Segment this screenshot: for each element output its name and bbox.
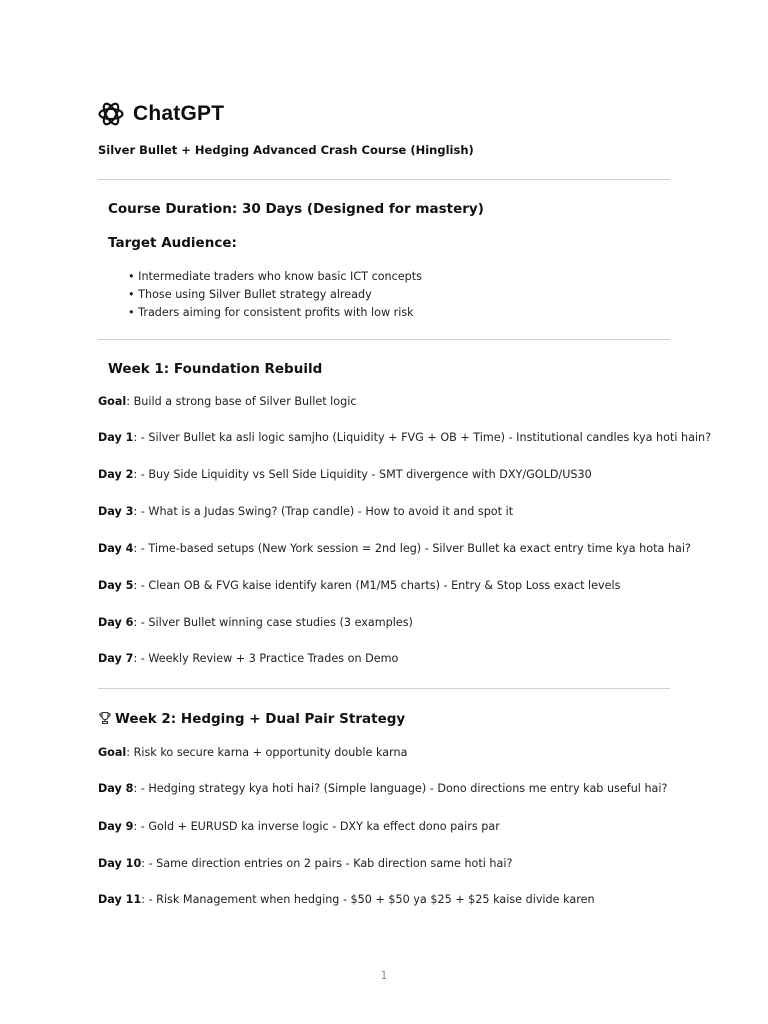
audience-item: • Traders aiming for consistent profits with low risk <box>128 306 414 319</box>
day-item <box>98 893 595 906</box>
day-label: Day 10 <box>98 857 142 870</box>
day-label: Day 8 <box>98 782 134 795</box>
day-text: : - Silver Bullet winning case studies (3 examples) <box>133 616 413 629</box>
day-label: Day 4 <box>98 542 134 555</box>
goal-label: Goal <box>98 395 127 408</box>
day-item <box>98 468 592 481</box>
day-label: Day 9 <box>98 820 134 833</box>
divider <box>98 339 670 340</box>
day-item <box>98 579 620 592</box>
audience-item: • Those using Silver Bullet strategy already <box>128 288 372 301</box>
day-text: : - Gold + EURUSD ka inverse logic - DXY ka effect dono pairs par <box>133 820 500 833</box>
day-label: Day 1 <box>98 431 134 444</box>
day-text: : - Weekly Review + 3 Practice Trades on Demo <box>133 652 399 665</box>
day-text: : - Buy Side Liquidity vs Sell Side Liquidity - SMT divergence with DXY/GOLD/US30 <box>133 468 592 481</box>
day-label: Day 3 <box>98 505 134 518</box>
page-number: 1 <box>380 970 388 982</box>
day-text: : - Silver Bullet ka asli logic samjho (Liquidity + FVG + OB + Time) - Institutional candles kya hoti hain? <box>133 431 712 444</box>
week2-heading-text: Week 2: Hedging + Dual Pair Strategy <box>115 711 406 727</box>
goal-text: : Build a strong base of Silver Bullet logic <box>126 395 357 408</box>
day-text: : - Time-based setups (New York session = 2nd leg) - Silver Bullet ka exact entry time kya hota hai? <box>133 542 691 555</box>
day-text: : - What is a Judas Swing? (Trap candle) - How to avoid it and spot it <box>133 505 514 518</box>
day-item <box>98 542 691 555</box>
day-label: Day 2 <box>98 468 134 481</box>
day-item <box>98 857 512 870</box>
day-text: : - Hedging strategy kya hoti hai? (Simple language) - Dono directions me entry kab useful hai? <box>133 782 668 795</box>
openai-logo-icon <box>97 100 125 128</box>
week2-heading <box>98 711 405 727</box>
day-label: Day 6 <box>98 616 134 629</box>
day-label: Day 11 <box>98 893 142 906</box>
divider <box>98 179 670 180</box>
day-label: Day 7 <box>98 652 134 665</box>
course-duration-heading: Course Duration: 30 Days (Designed for mastery) <box>108 201 484 217</box>
document-title: Silver Bullet + Hedging Advanced Crash Course (Hinglish) <box>98 143 474 157</box>
day-text: : - Clean OB & FVG kaise identify karen (M1/M5 charts) - Entry & Stop Loss exact levels <box>133 579 621 592</box>
day-item <box>98 505 513 518</box>
audience-item: • Intermediate traders who know basic ICT concepts <box>128 270 422 283</box>
goal-text: : Risk ko secure karna + opportunity double karna <box>126 746 408 759</box>
goal-label: Goal <box>98 746 127 759</box>
audience-list <box>128 268 422 322</box>
target-audience-heading: Target Audience: <box>108 235 237 251</box>
week1-goal <box>98 395 356 408</box>
day-text: : - Same direction entries on 2 pairs - Kab direction same hoti hai? <box>141 857 513 870</box>
chatgpt-logo <box>97 99 224 129</box>
week1-heading: Week 1: Foundation Rebuild <box>108 361 323 377</box>
day-text: : - Risk Management when hedging - $50 + $50 ya $25 + $25 kaise divide karen <box>141 893 595 906</box>
day-item <box>98 782 667 795</box>
day-item <box>98 616 413 629</box>
day-item <box>98 431 711 444</box>
week2-goal <box>98 746 407 759</box>
divider <box>98 688 670 689</box>
day-label: Day 5 <box>98 579 134 592</box>
day-item <box>98 652 398 665</box>
trophy-icon <box>98 711 112 725</box>
day-item <box>98 820 500 833</box>
logo-text: ChatGPT <box>133 102 225 125</box>
